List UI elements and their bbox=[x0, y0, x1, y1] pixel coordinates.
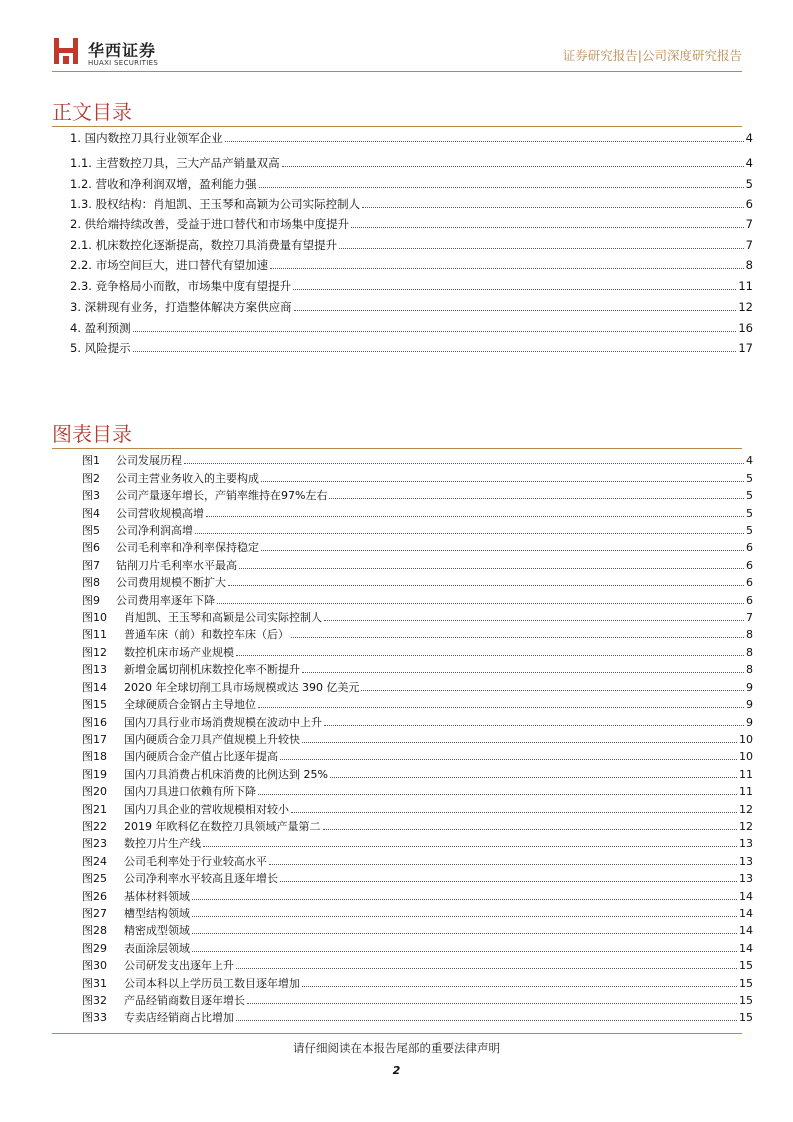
dot-leader bbox=[239, 568, 744, 569]
figure-number: 图22 bbox=[82, 819, 107, 833]
figure-entry-title: 数控机床市场产业规模 bbox=[124, 645, 234, 659]
figure-entry-page: 11 bbox=[739, 785, 753, 799]
toc-entry[interactable] bbox=[70, 300, 753, 314]
figure-number: 图15 bbox=[82, 698, 107, 712]
figure-number: 图29 bbox=[82, 941, 107, 955]
dot-leader bbox=[259, 187, 744, 188]
dot-leader bbox=[236, 1020, 737, 1021]
toc-entry-title: 1.1. 主营数控刀具，三大产品产销量双高 bbox=[70, 156, 280, 170]
figure-entry-page: 5 bbox=[746, 524, 753, 538]
figures-divider bbox=[52, 448, 742, 449]
figure-entry-title: 产品经销商数目逐年增长 bbox=[124, 994, 245, 1007]
dot-leader bbox=[133, 331, 737, 332]
figure-entry-page: 6 bbox=[746, 558, 753, 572]
toc-entry-title: 1.2. 营收和净利润双增，盈利能力强 bbox=[70, 177, 257, 191]
figure-entry-title: 数控刀片生产线 bbox=[124, 837, 201, 851]
figure-entry[interactable] bbox=[82, 763, 753, 780]
figure-entry[interactable] bbox=[82, 607, 753, 624]
figure-entry-title: 国内刀具消费占机床消费的比例达到 25% bbox=[124, 767, 328, 781]
dot-leader bbox=[236, 968, 737, 969]
contents-divider bbox=[52, 126, 742, 127]
dot-leader bbox=[247, 1003, 737, 1004]
toc-entry[interactable] bbox=[70, 177, 753, 191]
figure-number: 图18 bbox=[82, 750, 107, 764]
figure-entry-title: 2019 年欧科亿在数控刀具领域产量第二 bbox=[124, 819, 321, 833]
figure-entry[interactable] bbox=[82, 554, 753, 571]
figure-number: 图24 bbox=[82, 854, 107, 868]
figure-number: 图5 bbox=[82, 524, 100, 538]
brand-name-english: HUAXI SECURITIES bbox=[88, 59, 159, 67]
figure-entry-title: 专卖店经销商占比增加 bbox=[124, 1011, 234, 1025]
dot-leader bbox=[217, 603, 744, 604]
dot-leader bbox=[294, 310, 737, 311]
figure-number: 图28 bbox=[82, 924, 107, 938]
figure-entry[interactable] bbox=[82, 937, 753, 954]
figure-entry[interactable] bbox=[82, 467, 753, 484]
toc-entry-title: 1. 国内数控刀具行业领军企业 bbox=[70, 131, 223, 145]
figure-entry-title: 公司毛利率处于行业较高水平 bbox=[124, 854, 267, 868]
figure-entry[interactable] bbox=[82, 972, 753, 989]
figure-entry-title: 公司费用率逐年下降 bbox=[116, 593, 215, 607]
dot-leader bbox=[270, 268, 744, 269]
figure-number: 图23 bbox=[82, 837, 107, 851]
figure-entry-page: 9 bbox=[746, 698, 753, 712]
figure-entry-title: 公司营收规模高增 bbox=[116, 506, 204, 520]
dot-leader bbox=[280, 759, 737, 760]
figure-number: 图26 bbox=[82, 889, 107, 903]
figure-entry-page: 5 bbox=[746, 489, 753, 503]
dot-leader bbox=[361, 690, 744, 691]
dot-leader bbox=[282, 166, 744, 167]
figure-entry-title: 钻削刀片毛利率水平最高 bbox=[116, 558, 237, 572]
dot-leader bbox=[261, 481, 744, 482]
figure-entry-page: 5 bbox=[746, 506, 753, 520]
dot-leader bbox=[192, 933, 737, 934]
toc-entry-title: 2. 供给端持续改善，受益于进口替代和市场集中度提升 bbox=[70, 217, 350, 231]
figure-entry-page: 15 bbox=[739, 994, 753, 1007]
figure-entry[interactable] bbox=[82, 711, 753, 728]
figure-entry-title: 公司产量逐年增长，产销率维持在97%左右 bbox=[116, 489, 328, 503]
figure-entry-title: 国内刀具进口依赖有所下降 bbox=[124, 785, 256, 799]
figure-number: 图1 bbox=[82, 454, 100, 468]
figure-entry-title: 公司研发支出逐年上升 bbox=[124, 959, 234, 973]
dot-leader bbox=[203, 846, 737, 847]
figure-entry[interactable] bbox=[82, 624, 753, 641]
toc-entry-page: 12 bbox=[738, 300, 753, 314]
figure-number: 图20 bbox=[82, 785, 107, 799]
toc-entry[interactable] bbox=[70, 279, 753, 293]
toc-entry-page: 7 bbox=[745, 217, 753, 231]
legal-notice: 请仔细阅读在本报告尾部的重要法律声明 bbox=[293, 1041, 500, 1055]
figure-entry-page: 15 bbox=[739, 976, 753, 990]
dot-leader bbox=[324, 725, 744, 726]
figure-entry-title: 普通车床（前）和数控车床（后） bbox=[124, 628, 289, 642]
figure-entry-title: 肖旭凯、王玉琴和高颖是公司实际控制人 bbox=[124, 611, 322, 625]
dot-leader bbox=[261, 550, 744, 551]
figure-entry-page: 13 bbox=[739, 837, 753, 851]
figure-entry[interactable] bbox=[82, 885, 753, 902]
figure-entry-title: 表面涂层领域 bbox=[124, 941, 190, 955]
toc-entry[interactable] bbox=[70, 341, 753, 355]
figure-entry-page: 7 bbox=[746, 611, 753, 625]
figure-entry-title: 精密成型领域 bbox=[124, 924, 190, 938]
dot-leader bbox=[280, 881, 737, 882]
figure-entry[interactable] bbox=[82, 1007, 753, 1024]
figure-entry-page: 15 bbox=[739, 1011, 753, 1025]
toc-entry[interactable] bbox=[70, 131, 753, 145]
toc-entry-page: 16 bbox=[738, 321, 753, 335]
dot-leader bbox=[302, 742, 737, 743]
figure-entry[interactable] bbox=[82, 868, 753, 885]
figure-entry-page: 15 bbox=[739, 959, 753, 973]
figure-number: 图33 bbox=[82, 1011, 107, 1025]
toc-entry-title: 2.2. 市场空间巨大，进口替代有望加速 bbox=[70, 258, 269, 272]
toc-entry-title: 2.1. 机床数控化逐渐提高，数控刀具消费量有望提升 bbox=[70, 238, 338, 252]
dot-leader bbox=[339, 248, 744, 249]
figure-entry[interactable] bbox=[82, 833, 753, 850]
dot-leader bbox=[362, 207, 744, 208]
dot-leader bbox=[302, 672, 744, 673]
figure-entry-page: 6 bbox=[746, 576, 753, 590]
figure-entry-title: 公司费用规模不断扩大 bbox=[116, 576, 226, 590]
toc-entry[interactable] bbox=[70, 197, 753, 211]
dot-leader bbox=[324, 620, 744, 621]
figure-entry-title: 槽型结构领域 bbox=[124, 906, 190, 920]
figure-entry[interactable] bbox=[82, 537, 753, 554]
figure-entry[interactable] bbox=[82, 903, 753, 920]
toc-entry-title: 3. 深耕现有业务，打造整体解决方案供应商 bbox=[70, 300, 292, 314]
footer-divider bbox=[52, 1033, 742, 1034]
page-header bbox=[52, 32, 742, 72]
dot-leader bbox=[329, 498, 744, 499]
figure-entry-title: 公司本科以上学历员工数目逐年增加 bbox=[124, 976, 300, 990]
figure-entry-page: 6 bbox=[746, 593, 753, 607]
dot-leader bbox=[302, 986, 737, 987]
toc-entry-page: 17 bbox=[738, 341, 753, 355]
dot-leader bbox=[192, 951, 737, 952]
figure-entry[interactable] bbox=[82, 920, 753, 937]
figure-number: 图31 bbox=[82, 976, 107, 990]
toc-entry-title: 2.3. 竞争格局小而散，市场集中度有望提升 bbox=[70, 279, 292, 293]
figure-entry-title: 公司净利润高增 bbox=[116, 524, 193, 538]
header-divider bbox=[52, 71, 742, 72]
toc-entry-title: 4. 盈利预测 bbox=[70, 321, 131, 335]
figure-entry-page: 10 bbox=[739, 732, 753, 746]
figure-entry-page: 10 bbox=[739, 750, 753, 764]
figure-number: 图32 bbox=[82, 994, 107, 1007]
dot-leader bbox=[195, 533, 744, 534]
toc-entry-page: 11 bbox=[738, 279, 753, 293]
dot-leader bbox=[133, 351, 737, 352]
dot-leader bbox=[206, 516, 744, 517]
figure-number: 图11 bbox=[82, 628, 107, 642]
figure-entry-page: 11 bbox=[739, 767, 753, 781]
figure-number: 图27 bbox=[82, 906, 107, 920]
brand-name: 华西证券 bbox=[88, 41, 157, 60]
report-type: 证券研究报告|公司深度研究报告 bbox=[562, 48, 742, 63]
figure-entry[interactable] bbox=[82, 520, 753, 537]
figure-entry-page: 12 bbox=[739, 802, 753, 816]
dot-leader bbox=[269, 864, 737, 865]
figure-entry-title: 国内刀具企业的营收规模相对较小 bbox=[124, 802, 289, 816]
toc-entry-page: 5 bbox=[745, 177, 753, 191]
figures-title: 图表目录 bbox=[52, 422, 132, 446]
figure-entry[interactable] bbox=[82, 659, 753, 676]
toc-entry[interactable] bbox=[70, 238, 753, 252]
figure-number: 图21 bbox=[82, 802, 107, 816]
figure-entry[interactable] bbox=[82, 746, 753, 763]
dot-leader bbox=[291, 812, 737, 813]
figure-number: 图17 bbox=[82, 732, 107, 746]
dot-leader bbox=[184, 463, 744, 464]
figure-number: 图16 bbox=[82, 715, 107, 729]
figure-number: 图12 bbox=[82, 645, 107, 659]
figure-number: 图10 bbox=[82, 611, 107, 625]
figure-entry-page: 8 bbox=[746, 628, 753, 642]
dot-leader bbox=[225, 141, 744, 142]
figure-entry-title: 新增金属切削机床数控化率不断提升 bbox=[124, 663, 300, 677]
figure-entry[interactable] bbox=[82, 781, 753, 798]
figure-entry[interactable] bbox=[82, 990, 753, 1007]
figure-entry[interactable] bbox=[82, 850, 753, 867]
figure-entry-page: 8 bbox=[746, 645, 753, 659]
figure-entry-page: 14 bbox=[739, 889, 753, 903]
toc-entry-page: 4 bbox=[745, 156, 753, 170]
figure-entry-title: 国内硬质合金刀具产值规模上升较快 bbox=[124, 732, 300, 746]
figure-entry[interactable] bbox=[82, 798, 753, 815]
figure-entry-title: 国内刀具行业市场消费规模在波动中上升 bbox=[124, 715, 322, 729]
figure-entry-page: 13 bbox=[739, 854, 753, 868]
dot-leader bbox=[228, 585, 744, 586]
figure-entry-page: 5 bbox=[746, 471, 753, 485]
figure-number: 图6 bbox=[82, 541, 100, 555]
figure-entry-title: 国内硬质合金产值占比逐年提高 bbox=[124, 750, 278, 764]
figure-entry[interactable] bbox=[82, 641, 753, 658]
figure-entry-title: 公司毛利率和净利率保持稳定 bbox=[116, 541, 259, 555]
figure-entry[interactable] bbox=[82, 816, 753, 833]
toc-entry-page: 6 bbox=[745, 197, 753, 211]
figure-entry[interactable] bbox=[82, 729, 753, 746]
figure-entry-page: 6 bbox=[746, 541, 753, 555]
figure-entry-page: 9 bbox=[746, 715, 753, 729]
toc-entry[interactable] bbox=[70, 156, 753, 170]
figure-entry-title: 公司净利率水平较高且逐年增长 bbox=[124, 872, 278, 886]
figure-entry-page: 8 bbox=[746, 663, 753, 677]
figure-number: 图25 bbox=[82, 872, 107, 886]
toc-entry[interactable] bbox=[70, 258, 753, 272]
dot-leader bbox=[291, 637, 744, 638]
figure-entry[interactable] bbox=[82, 589, 753, 606]
figure-entry[interactable] bbox=[82, 485, 753, 502]
figure-entry-page: 9 bbox=[746, 680, 753, 694]
dot-leader bbox=[330, 777, 737, 778]
toc-entry-title: 1.3. 股权结构：肖旭凯、王玉琴和高颖为公司实际控制人 bbox=[70, 197, 361, 211]
figure-number: 图2 bbox=[82, 471, 100, 485]
figure-entry-title: 全球硬质合金钢占主导地位 bbox=[124, 698, 256, 712]
toc-entry-page: 8 bbox=[745, 258, 753, 272]
dot-leader bbox=[192, 916, 737, 917]
figure-entry-page: 4 bbox=[746, 454, 753, 468]
figure-entry[interactable] bbox=[82, 955, 753, 972]
figure-entry-title: 公司主营业务收入的主要构成 bbox=[116, 471, 259, 485]
figures-list bbox=[82, 450, 753, 1024]
dot-leader bbox=[293, 289, 736, 290]
figure-number: 图3 bbox=[82, 489, 100, 503]
contents-list bbox=[70, 131, 753, 355]
figure-number: 图30 bbox=[82, 959, 107, 973]
page-number: 2 bbox=[392, 1064, 401, 1077]
toc-entry-title: 5. 风险提示 bbox=[70, 341, 131, 355]
figure-number: 图7 bbox=[82, 558, 100, 572]
figure-entry-title: 2020 年全球切削工具市场规模或达 390 亿美元 bbox=[124, 680, 360, 694]
figure-entry-page: 14 bbox=[739, 924, 753, 938]
figure-entry-page: 14 bbox=[739, 906, 753, 920]
figure-entry-page: 14 bbox=[739, 941, 753, 955]
dot-leader bbox=[258, 707, 744, 708]
figure-entry-page: 12 bbox=[739, 819, 753, 833]
figure-entry[interactable] bbox=[82, 676, 753, 693]
figure-entry-title: 基体材料领域 bbox=[124, 889, 190, 903]
dot-leader bbox=[351, 227, 744, 228]
figure-entry[interactable] bbox=[82, 450, 753, 467]
figure-entry-page: 13 bbox=[739, 872, 753, 886]
toc-entry-page: 7 bbox=[745, 238, 753, 252]
dot-leader bbox=[192, 899, 737, 900]
figure-number: 图9 bbox=[82, 593, 100, 607]
figure-entry[interactable] bbox=[82, 572, 753, 589]
contents-title: 正文目录 bbox=[52, 100, 132, 124]
figure-entry[interactable] bbox=[82, 502, 753, 519]
figure-number: 图13 bbox=[82, 663, 107, 677]
dot-leader bbox=[236, 655, 744, 656]
huaxi-logo-icon bbox=[52, 36, 80, 66]
figure-number: 图8 bbox=[82, 576, 100, 590]
figure-entry-title: 公司发展历程 bbox=[116, 454, 182, 468]
toc-entry-page: 4 bbox=[745, 131, 753, 145]
toc-entry[interactable] bbox=[70, 217, 753, 231]
toc-entry[interactable] bbox=[70, 321, 753, 335]
figure-number: 图19 bbox=[82, 767, 107, 781]
figure-number: 图4 bbox=[82, 506, 100, 520]
dot-leader bbox=[258, 794, 737, 795]
dot-leader bbox=[323, 829, 738, 830]
figure-entry[interactable] bbox=[82, 694, 753, 711]
figure-number: 图14 bbox=[82, 680, 107, 694]
